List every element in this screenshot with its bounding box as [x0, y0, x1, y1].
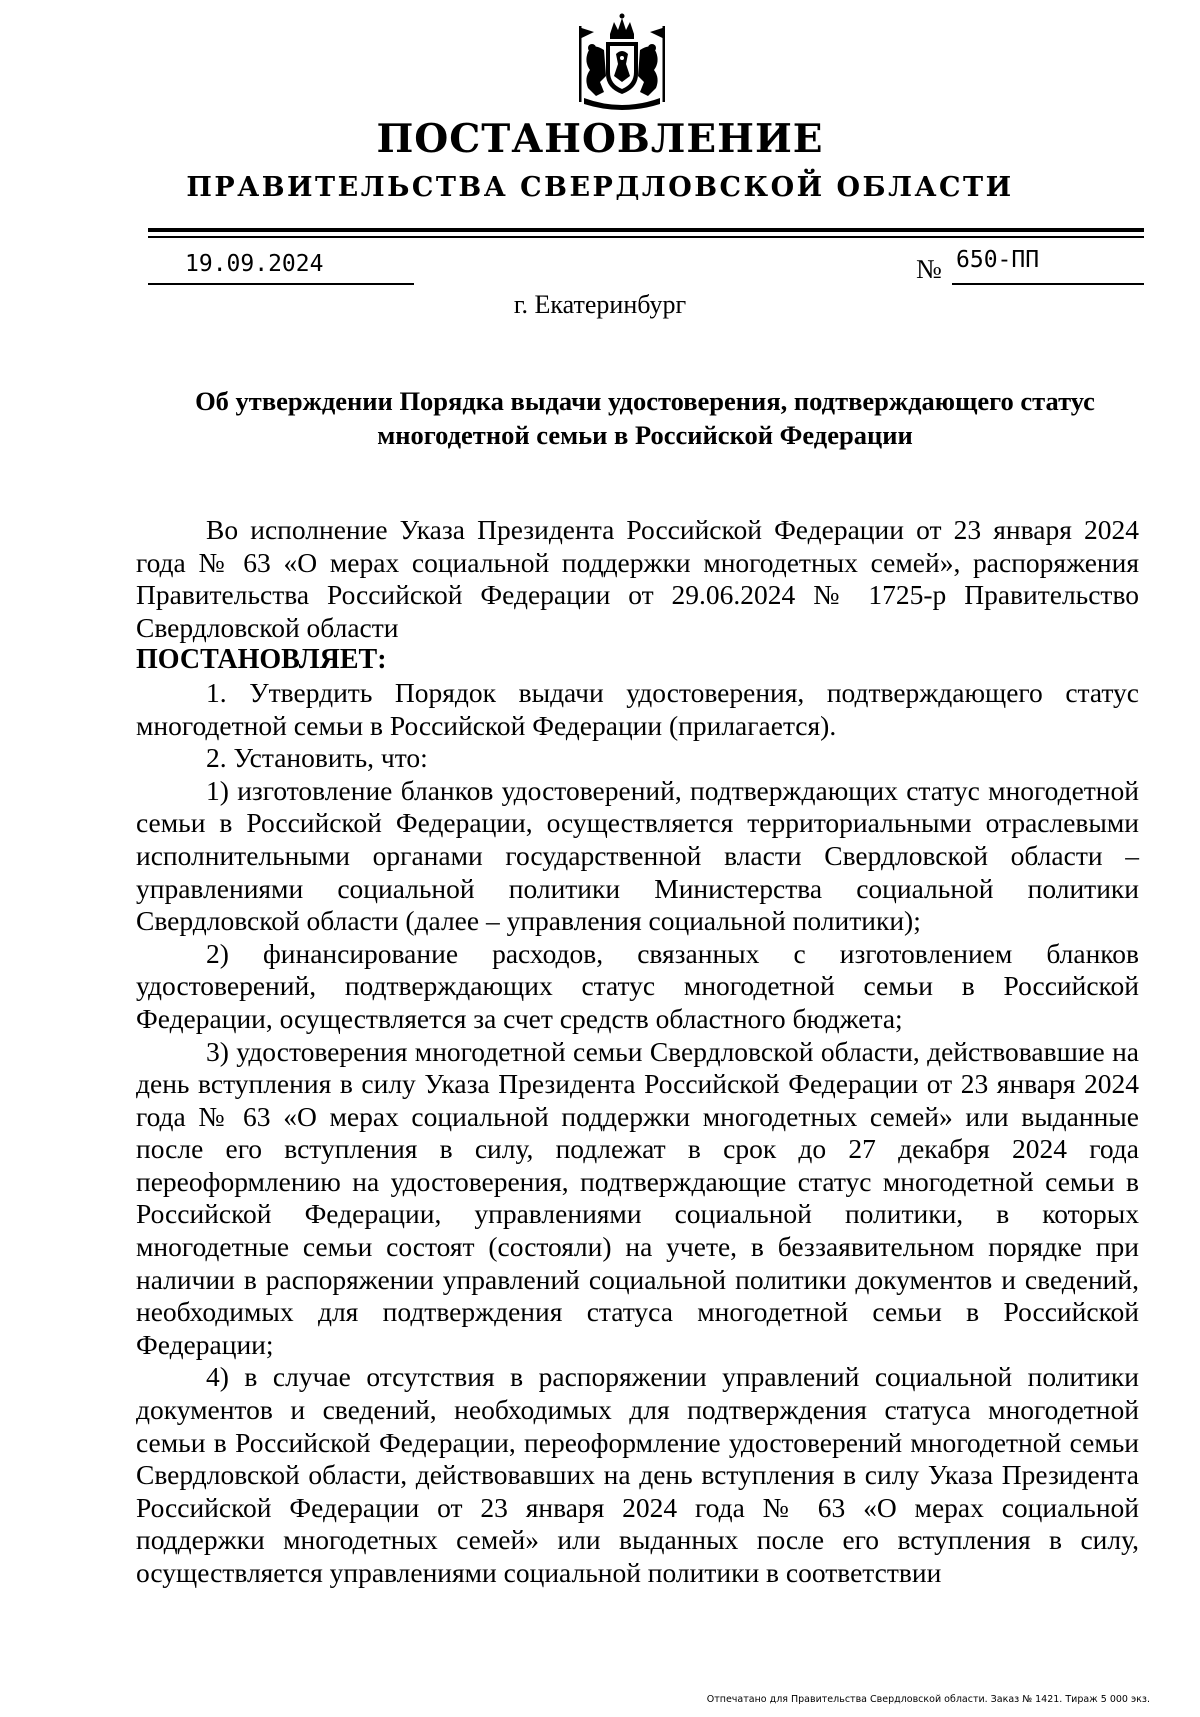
- document-heading: [150, 384, 1140, 452]
- subitem-4-paragraph: 4) в случае отсутствия в распоряжении управлений социальной политики документов и сведений, необходимых для подтверждения статуса многодетной семьи в Российской Федерации, переоформление удостоверений многодетной семьи Свердловской области, действовавших на день вступления в силу Указа Президента Российской Федерации от 23 января 2024 года № 63 «О мерах социальной поддержки многодетных семей» или выданных после его вступления в силу, осуществляется управлениями социальной политики в соответствии: [136, 1361, 1139, 1588]
- item-1-paragraph: 1. Утвердить Порядок выдачи удостоверения, подтверждающего статус многодетной семьи в Российской Федерации (прилагается).: [136, 676, 1139, 741]
- item-2-paragraph: 2. Установить, что:: [206, 742, 428, 774]
- document-date: 19.09.2024: [185, 251, 324, 277]
- document-number: 650-ПП: [956, 247, 1040, 273]
- document-body: [136, 514, 1139, 1590]
- document-city: г. Екатеринбург: [513, 290, 687, 319]
- subitem-1-paragraph: 1) изготовление бланков удостоверений, подтверждающих статус многодетной семьи в Российской Федерации, осуществляется территориальными отраслевыми исполнительными органами государственной власти Свердловской области – управлениями социальной политики Министерства социальной политики Свердловской области (далее – управления социальной политики);: [136, 774, 1139, 937]
- document-heading-line1: Об утверждении Порядка выдачи удостоверения, подтверждающего статус: [195, 386, 1095, 416]
- document-heading-line2: многодетной семьи в Российской Федерации: [377, 420, 913, 450]
- print-footer-note: Отпечатано для Правительства Свердловской области. Заказ № 1421. Тираж 5 000 экз.: [706, 1694, 1150, 1705]
- number-sign: №: [916, 254, 942, 284]
- coat-of-arms-icon: [570, 12, 674, 116]
- date-underline: [148, 283, 414, 285]
- document-type-title: ПОСТАНОВЛЕНИЕ: [376, 116, 824, 162]
- subitem-2-paragraph: 2) финансирование расходов, связанных с изготовлением бланков удостоверений, подтверждающих статус многодетной семьи в Российской Федерации, осуществляется за счет средств областного бюджета;: [136, 937, 1139, 1034]
- subitem-3-paragraph: 3) удостоверения многодетной семьи Свердловской области, действовавшие на день вступления в силу Указа Президента Российской Федерации от 23 января 2024 года № 63 «О мерах социальной поддержки многодетных семей» или выданные после его вступления в силу, подлежат в срок до 27 декабря 2024 года переоформлению на удостоверения, подтверждающие статус многодетной семьи в Российской Федерации, управлениями социальной политики, в которых многодетные семьи состоят (состояли) на учете, в беззаявительном порядке при наличии в распоряжении управлений социальной политики документов и сведений, необходимых для подтверждения статуса многодетной семьи в Российской Федерации;: [136, 1035, 1139, 1360]
- issuing-authority: ПРАВИТЕЛЬСТВА СВЕРДЛОВСКОЙ ОБЛАСТИ: [186, 172, 1014, 203]
- preamble-paragraph: Во исполнение Указа Президента Российской Федерации от 23 января 2024 года № 63 «О мерах социальной поддержки многодетных семей», распоряжения Правительства Российской Федерации от 29.06.2024 № 1725-р Правительство Свердловской области: [136, 514, 1139, 643]
- number-underline: [952, 283, 1144, 285]
- header-rule-thin: [148, 236, 1144, 238]
- resolve-heading: ПОСТАНОВЛЯЕТ:: [136, 644, 387, 676]
- header-rule-thick: [148, 228, 1144, 232]
